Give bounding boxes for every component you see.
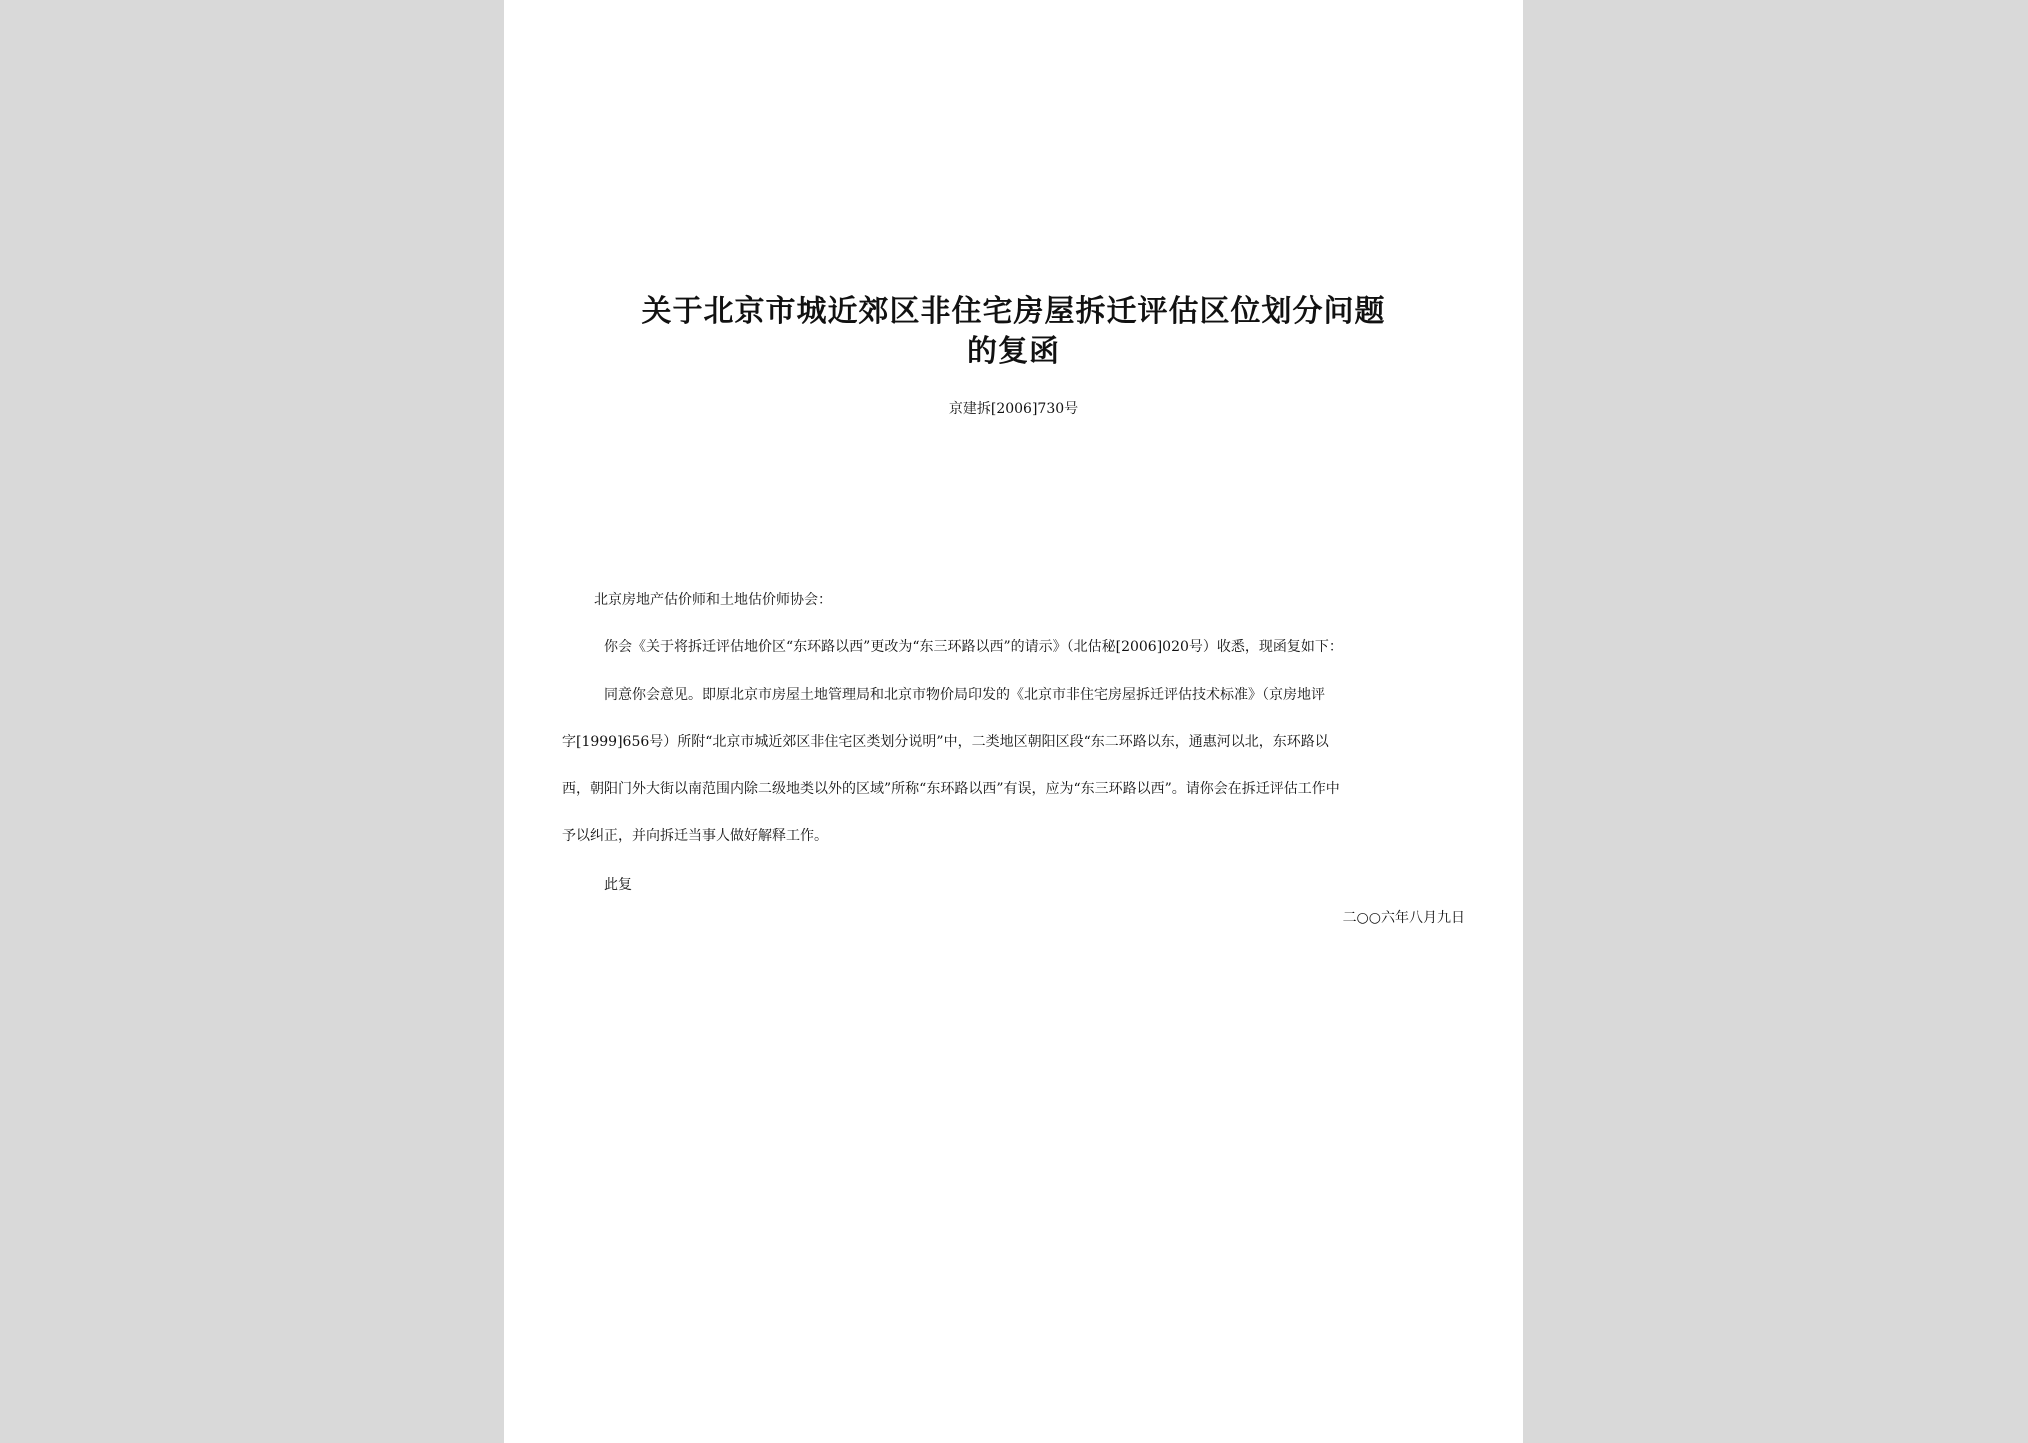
document-number: 京建拆[2006]730号 (948, 401, 1079, 417)
paragraph-2-line: 字[1999]656号）所附“北京市城近郊区非住宅区类划分说明”中，二类地区朝阳区段“东二环路以东，通惠河以北，东环路以 (562, 734, 1329, 750)
paragraph-1: 你会《关于将拆迁评估地价区“东环路以西”更改为“东三环路以西”的请示》（北估秘[2006]020号）收悉，现函复如下： (604, 639, 1343, 655)
document-page (504, 0, 1523, 1443)
paragraph-2-line: 同意你会意见。即原北京市房屋土地管理局和北京市物价局印发的《北京市非住宅房屋拆迁评估技术标准》（京房地评 (604, 687, 1325, 703)
paragraph-2-line: 予以纠正，并向拆迁当事人做好解释工作。 (562, 828, 828, 844)
document-title-line-2: 的复函 (967, 334, 1060, 369)
salutation: 北京房地产估价师和土地估价师协会： (594, 592, 832, 608)
closing-remark: 此复 (604, 877, 632, 893)
document-title-line-1: 关于北京市城近郊区非住宅房屋拆迁评估区位划分问题 (641, 294, 1386, 329)
document-date: 二○○六年八月九日 (1342, 910, 1465, 926)
paragraph-2-line: 西，朝阳门外大街以南范围内除二级地类以外的区域”所称“东环路以西”有误，应为“东三环路以西”。请你会在拆迁评估工作中 (562, 781, 1340, 797)
